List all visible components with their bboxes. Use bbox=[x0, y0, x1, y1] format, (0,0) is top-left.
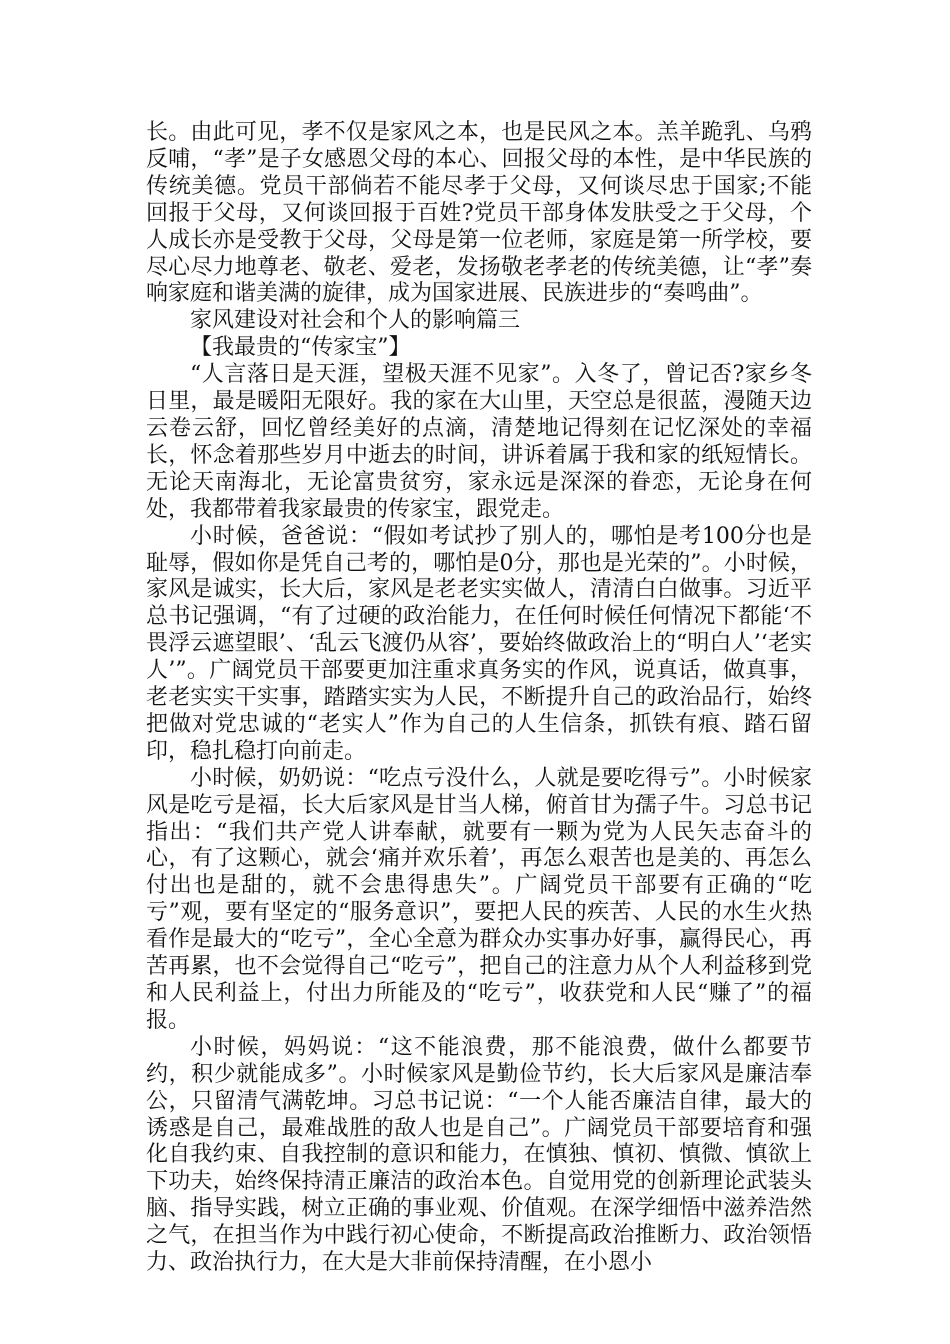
paragraph-grandmother: 小时候，奶奶说：“吃点亏没什么，人就是要吃得亏”。小时候家风是吃亏是福，长大后家风是甘当人梯，俯首甘为孺子牛。习总书记指出：“我们共产党人讲奉献，就要有一颗为党为人民矢志奋斗的心，有了这颗心，就会‘痛并欢乐着’，再怎么艰苦也是美的、再怎么付出也是甜的，就不会患得患失”。广阔党员干部要有正确的“吃亏”观，要有坚定的“服务意识”，要把人民的疾苦、人民的水生火热看作是最大的“吃亏”，全心全意为群众办实事办好事，赢得民心，再苦再累，也不会觉得自己“吃亏”，把自己的注意力从个人利益移到党和人民利益上，付出力所能及的“吃亏”，收获党和人民“赚了”的福报。 bbox=[146, 765, 812, 1033]
paragraph-intro: “人言落日是天涯，望极天涯不见家”。入冬了，曾记否?家乡冬日里，最是暖阳无限好。我的家在大山里，天空总是很蓝，漫随天边云卷云舒，回忆曾经美好的点滴，清楚地记得刻在记忆深处的幸福长，怀念着那些岁月中逝去的时间，讲诉着属于我和家的纸短情长。无论天南海北，无论富贵贫穷，家永远是深深的眷恋，无论身在何处，我都带着我家最贵的传家宝，跟党走。 bbox=[146, 362, 812, 522]
document-page bbox=[146, 120, 812, 1277]
paragraph-continuation: 长。由此可见，孝不仅是家风之本，也是民风之本。羔羊跪乳、乌鸦反哺，“孝”是子女感恩父母的本心、回报父母的本性，是中华民族的传统美德。党员干部倘若不能尽孝于父母，又何谈尽忠于国家;不能回报于父母，又何谈回报于百姓?党员干部身体发肤受之于父母，个人成长亦是受教于父母，父母是第一位老师，家庭是第一所学校，要尽心尽力地尊老、敬老、爱老，发扬敬老孝老的传统美德，让“孝”奏响家庭和谐美满的旋律，成为国家进展、民族进步的“奏鸣曲”。 bbox=[146, 120, 812, 307]
section-subtitle: 【我最贵的“传家宝”】 bbox=[190, 335, 411, 361]
section-title: 家风建设对社会和个人的影响篇三 bbox=[190, 308, 521, 334]
paragraph-mother: 小时候，妈妈说：“这不能浪费，那不能浪费，做什么都要节约，积少就能成多”。小时候家风是勤俭节约，长大后家风是廉洁奉公，只留清气满乾坤。习总书记说：“一个人能否廉洁自律，最大的诱惑是自己，最难战胜的敌人也是自己”。广阔党员干部要培育和强化自我约束、自我控制的意识和能力，在慎独、慎初、慎微、慎欲上下功夫，始终保持清正廉洁的政治本色。自觉用党的创新理论武装头脑、指导实践，树立正确的事业观、价值观。在深学细悟中滋养浩然之气，在担当作为中践行初心使命，不断提高政治推断力、政治领悟力、政治执行力，在大是大非前保持清醒，在小恩小 bbox=[146, 1034, 812, 1276]
paragraph-father: 小时候，爸爸说：“假如考试抄了别人的，哪怕是考100分也是耻辱，假如你是凭自己考的，哪怕是0分，那也是光荣的”。小时候，家风是诚实，长大后，家风是老老实实做人，清清白白做事。习近平总书记强调，“有了过硬的政治能力，在任何时候任何情况下都能‘不畏浮云遮望眼’、‘乱云飞渡仍从容’，要始终做政治上的“明白人’‘老实人’”。广阔党员干部要更加注重求真务实的作风，说真话，做真事，老老实实干实事，踏踏实实为人民，不断提升自己的政治品行，始终把做对党忠诚的“老实人”作为自己的人生信条，抓铁有痕、踏石留印，稳扎稳打向前走。 bbox=[146, 523, 812, 764]
